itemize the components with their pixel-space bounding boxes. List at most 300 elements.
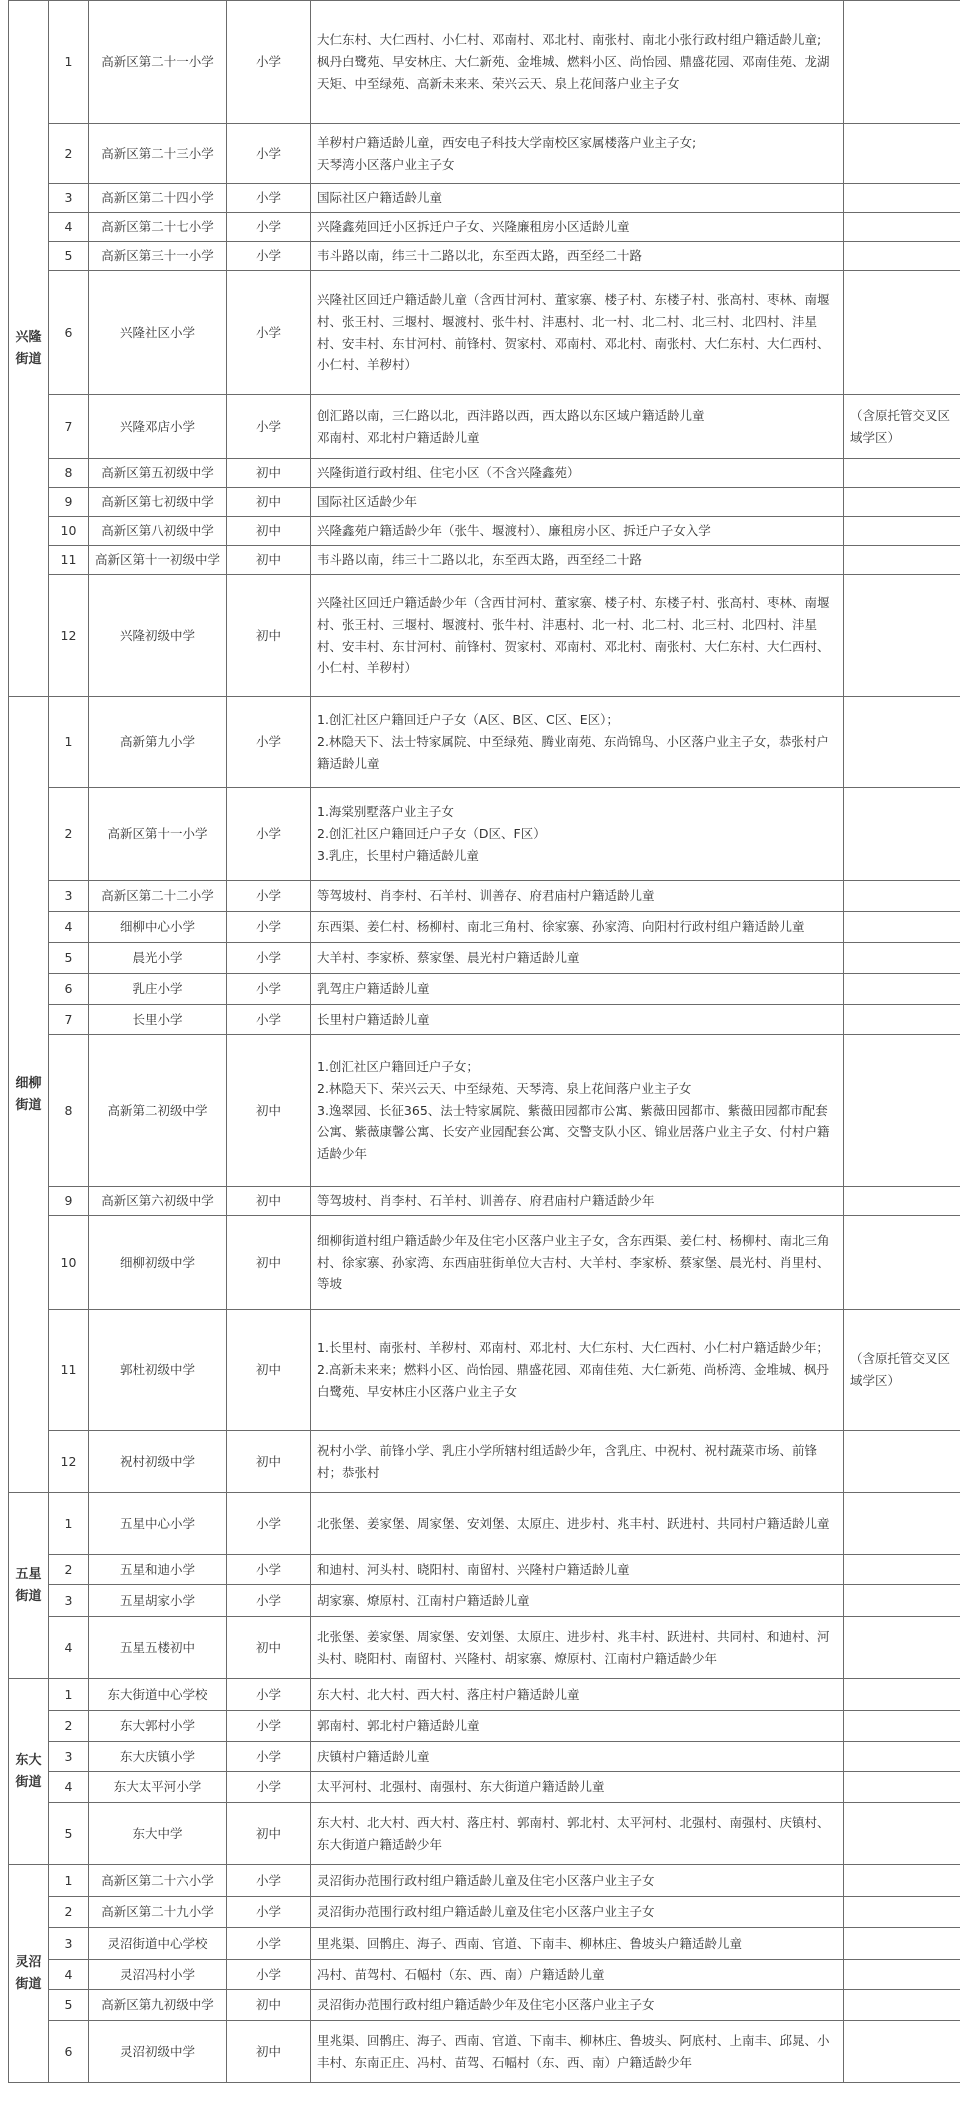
district-description-line: 和迪村、河头村、晓阳村、南留村、兴隆村户籍适龄儿童 xyxy=(317,1561,630,1577)
street-name-cell xyxy=(9,1865,49,2083)
school-name-cell: 高新区第七初级中学 xyxy=(89,488,227,517)
street-name-line: 东大 xyxy=(15,1752,42,1768)
table-row xyxy=(9,1990,960,2021)
remark-cell xyxy=(844,2021,960,2083)
district-description-line: 1.长里村、南张村、羊秽村、邓南村、邓北村、大仁东村、大仁西村、小仁村户籍适龄少年； xyxy=(317,1340,829,1356)
table-row xyxy=(9,1493,960,1555)
row-number-cell: 4 xyxy=(49,1617,89,1679)
school-type-cell: 初中 xyxy=(227,1216,311,1310)
district-description-line: 1.海棠别墅落户业主子女 xyxy=(317,804,454,820)
district-description-line: 里兆渠、回鹘庄、海子、西南、官道、下南丰、柳林庄、鲁坡头、阿底村、上南丰、邱晁、小丰村、东南正庄、冯村、苗驾、石幅村（东、西、南）户籍适龄少年 xyxy=(317,2032,830,2070)
remark-cell xyxy=(844,1,960,124)
row-number-cell: 12 xyxy=(49,575,89,697)
table-row xyxy=(9,1216,960,1310)
district-description-cell xyxy=(311,488,844,517)
remark-cell xyxy=(844,184,960,213)
table-row xyxy=(9,1585,960,1617)
school-type-cell: 初中 xyxy=(227,2021,311,2083)
school-name-cell: 高新区第二十四小学 xyxy=(89,184,227,213)
row-number-cell: 3 xyxy=(49,1585,89,1617)
street-name-line: 街道 xyxy=(15,1097,42,1113)
district-description-line: 长里村户籍适龄儿童 xyxy=(317,1011,430,1027)
remark-cell: （含原托管交叉区域学区） xyxy=(844,1310,960,1431)
row-number-cell: 6 xyxy=(49,271,89,395)
district-description-line: 羊秽村户籍适龄儿童，西安电子科技大学南校区家属楼落户业主子女; xyxy=(317,134,697,150)
row-number-cell: 9 xyxy=(49,488,89,517)
remark-cell xyxy=(844,1803,960,1865)
school-name-cell: 高新区第十一初级中学 xyxy=(89,546,227,575)
remark-cell xyxy=(844,124,960,184)
remark-cell xyxy=(844,1897,960,1928)
table-row xyxy=(9,1005,960,1035)
district-description-cell xyxy=(311,184,844,213)
table-row xyxy=(9,271,960,395)
remark-cell xyxy=(844,974,960,1005)
school-name-cell: 细柳中心小学 xyxy=(89,912,227,943)
school-type-cell: 初中 xyxy=(227,1310,311,1431)
row-number-cell: 2 xyxy=(49,124,89,184)
district-description-line: 兴隆社区回迁户籍适龄少年（含西甘河村、董家寨、楼子村、东楼子村、张高村、枣林、南堰村、张王村、三堰村、堰渡村、张牛村、沣惠村、北一村、北二村、北三村、北四村、沣星村、安丰村、东甘河村、前锋村、贺家村、邓南村、邓北村、南张村、大仁东村、大仁西村、小仁村、羊秽村） xyxy=(317,595,830,676)
school-name-cell: 五星和迪小学 xyxy=(89,1555,227,1585)
remark-cell xyxy=(844,912,960,943)
district-description-line: 等驾坡村、肖李村、石羊村、训善存、府君庙村户籍适龄少年 xyxy=(317,1193,655,1209)
table-row xyxy=(9,881,960,912)
street-name-line: 兴隆 xyxy=(15,329,42,345)
school-name-cell: 长里小学 xyxy=(89,1005,227,1035)
table-row xyxy=(9,1865,960,1897)
district-description-cell xyxy=(311,1711,844,1742)
school-type-cell: 小学 xyxy=(227,1928,311,1960)
row-number-cell: 5 xyxy=(49,1990,89,2021)
remark-cell xyxy=(844,1742,960,1772)
table-row xyxy=(9,213,960,242)
remark-cell xyxy=(844,1431,960,1493)
row-number-cell: 10 xyxy=(49,517,89,546)
school-type-cell: 小学 xyxy=(227,1711,311,1742)
district-description-line: 韦斗路以南，纬三十二路以北，东至西太路，西至经二十路 xyxy=(317,248,643,264)
district-description-line: 枫丹白鹭苑、早安林庄、大仁新苑、金堆城、燃料小区、尚怡园、鼎盛花园、邓南佳苑、龙湖天矩、中至绿苑、高新未来来、荣兴云天、泉上花间落户业主子女 xyxy=(317,54,830,91)
school-type-cell: 初中 xyxy=(227,1035,311,1187)
district-description-line: 乳驾庄户籍适龄儿童 xyxy=(317,981,430,997)
district-description-line: 2.林隐天下、法士特家属院、中至绿苑、腾业南苑、东尚锦鸟、小区落户业主子女，恭张村户籍适龄儿童 xyxy=(317,734,829,771)
district-description-line: 细柳街道村组户籍适龄少年及住宅小区落户业主子女，含东西渠、姜仁村、杨柳村、南北三角村、徐家寨、孙家湾、东西庙驻街单位大吉村、大羊村、李家桥、蔡家堡、晨光村、肖里村、等坡 xyxy=(317,1232,830,1292)
row-number-cell: 7 xyxy=(49,395,89,459)
district-description-cell xyxy=(311,459,844,488)
row-number-cell: 6 xyxy=(49,974,89,1005)
table-row xyxy=(9,1742,960,1772)
district-description-line: 天琴湾小区落户业主子女 xyxy=(317,156,455,172)
admission-district-table xyxy=(8,0,960,2083)
school-type-cell: 初中 xyxy=(227,1187,311,1216)
row-number-cell: 5 xyxy=(49,242,89,271)
district-description-cell xyxy=(311,1742,844,1772)
school-name-cell: 兴隆社区小学 xyxy=(89,271,227,395)
school-type-cell: 初中 xyxy=(227,546,311,575)
district-description-cell xyxy=(311,912,844,943)
remark-cell xyxy=(844,1005,960,1035)
district-description-cell xyxy=(311,395,844,459)
district-description-cell xyxy=(311,213,844,242)
district-description-line: 东西渠、姜仁村、杨柳村、南北三角村、徐家寨、孙家湾、向阳村行政村组户籍适龄儿童 xyxy=(317,919,805,935)
school-type-cell: 初中 xyxy=(227,459,311,488)
school-type-cell: 初中 xyxy=(227,575,311,697)
district-description-cell xyxy=(311,1187,844,1216)
row-number-cell: 6 xyxy=(49,2021,89,2083)
remark-cell xyxy=(844,1865,960,1897)
remark-cell xyxy=(844,488,960,517)
district-description-line: 兴隆社区回迁户籍适龄儿童（含西甘河村、董家寨、楼子村、东楼子村、张高村、枣林、南堰村、张王村、三堰村、堰渡村、张牛村、沣惠村、北一村、北二村、北三村、北四村、沣星村、安丰村、东甘河村、前锋村、贺家村、邓南村、邓北村、南张村、大仁东村、大仁西村、小仁村、羊秽村） xyxy=(317,292,830,373)
table-body xyxy=(9,1,960,2083)
row-number-cell: 3 xyxy=(49,881,89,912)
school-name-cell: 高新区第六初级中学 xyxy=(89,1187,227,1216)
district-description-cell xyxy=(311,1679,844,1711)
school-type-cell: 小学 xyxy=(227,184,311,213)
school-type-cell: 小学 xyxy=(227,124,311,184)
school-name-cell: 五星胡家小学 xyxy=(89,1585,227,1617)
row-number-cell: 9 xyxy=(49,1187,89,1216)
district-description-line: 祝村小学、前锋小学、乳庄小学所辖村组适龄少年，含乳庄、中祝村、祝村蔬菜市场、前锋村；恭张村 xyxy=(317,1442,818,1480)
district-description-cell xyxy=(311,1865,844,1897)
school-type-cell: 小学 xyxy=(227,1,311,124)
table-row xyxy=(9,1897,960,1928)
school-name-cell: 细柳初级中学 xyxy=(89,1216,227,1310)
table-row xyxy=(9,395,960,459)
district-description-cell xyxy=(311,1803,844,1865)
street-name-cell xyxy=(9,697,49,1493)
district-description-line: 太平河村、北强村、南强村、东大街道户籍适龄儿童 xyxy=(317,1779,605,1795)
school-type-cell: 小学 xyxy=(227,1772,311,1803)
street-name-line: 街道 xyxy=(15,351,42,367)
school-type-cell: 小学 xyxy=(227,1555,311,1585)
district-description-line: 韦斗路以南，纬三十二路以北，东至西太路，西至经二十路 xyxy=(317,552,643,568)
district-description-cell xyxy=(311,1,844,124)
row-number-cell: 2 xyxy=(49,1555,89,1585)
table-row xyxy=(9,1187,960,1216)
school-name-cell: 东大郭村小学 xyxy=(89,1711,227,1742)
district-description-line: 东大村、北大村、西大村、落庄村户籍适龄儿童 xyxy=(317,1686,580,1702)
school-name-cell: 高新区第九初级中学 xyxy=(89,1990,227,2021)
school-name-cell: 灵沼街道中心学校 xyxy=(89,1928,227,1960)
remark-cell xyxy=(844,271,960,395)
remark-cell xyxy=(844,546,960,575)
remark-cell xyxy=(844,881,960,912)
district-description-line: 冯村、苗驾村、石幅村（东、西、南）户籍适龄儿童 xyxy=(317,1966,605,1982)
table-row xyxy=(9,1803,960,1865)
district-description-cell xyxy=(311,1310,844,1431)
street-name-line: 五星 xyxy=(15,1566,42,1582)
school-type-cell: 初中 xyxy=(227,1803,311,1865)
school-type-cell: 小学 xyxy=(227,974,311,1005)
district-description-line: 3.逸翠园、长征365、法士特家属院、紫薇田园都市公寓、紫薇田园都市、紫薇田园都市配套公寓、紫薇康馨公寓、长安产业园配套公寓、交警支队小区、锦业居落户业主子女、付村户籍适龄少年 xyxy=(317,1102,830,1162)
remark-cell xyxy=(844,943,960,974)
school-name-cell: 高新区第八初级中学 xyxy=(89,517,227,546)
school-name-cell: 高新区第二十三小学 xyxy=(89,124,227,184)
district-description-cell xyxy=(311,1431,844,1493)
district-description-line: 兴隆鑫苑回迁小区拆迁户子女、兴隆廉租房小区适龄儿童 xyxy=(317,219,630,235)
remark-cell xyxy=(844,1990,960,2021)
table-row xyxy=(9,517,960,546)
school-type-cell: 初中 xyxy=(227,488,311,517)
school-name-cell: 高新区第二十六小学 xyxy=(89,1865,227,1897)
district-description-line: 东大村、北大村、西大村、落庄村、郭南村、郭北村、太平河村、北强村、南强村、庆镇村、东大街道户籍适龄少年 xyxy=(317,1814,830,1852)
row-number-cell: 1 xyxy=(49,1679,89,1711)
school-name-cell: 东大街道中心学校 xyxy=(89,1679,227,1711)
district-description-cell xyxy=(311,788,844,881)
table-row xyxy=(9,943,960,974)
district-description-cell xyxy=(311,974,844,1005)
school-type-cell: 初中 xyxy=(227,517,311,546)
street-name-cell xyxy=(9,1679,49,1865)
district-description-line: 邓南村、邓北村户籍适龄儿童 xyxy=(317,429,480,445)
table-row xyxy=(9,2021,960,2083)
row-number-cell: 5 xyxy=(49,1803,89,1865)
school-type-cell: 小学 xyxy=(227,881,311,912)
row-number-cell: 4 xyxy=(49,1772,89,1803)
district-description-cell xyxy=(311,1772,844,1803)
remark-cell xyxy=(844,459,960,488)
district-description-cell xyxy=(311,1035,844,1187)
school-type-cell: 小学 xyxy=(227,271,311,395)
school-name-cell: 高新区第五初级中学 xyxy=(89,459,227,488)
table-row xyxy=(9,1555,960,1585)
row-number-cell: 3 xyxy=(49,1742,89,1772)
school-name-cell: 祝村初级中学 xyxy=(89,1431,227,1493)
district-description-line: 1.创汇社区户籍回迁户子女（A区、B区、C区、E区）； xyxy=(317,712,619,728)
table-row xyxy=(9,1,960,124)
row-number-cell: 3 xyxy=(49,184,89,213)
table-row xyxy=(9,974,960,1005)
school-name-cell: 郭杜初级中学 xyxy=(89,1310,227,1431)
street-name-line: 灵沼 xyxy=(15,1954,42,1970)
school-name-cell: 高新区第三十一小学 xyxy=(89,242,227,271)
district-description-cell xyxy=(311,271,844,395)
row-number-cell: 1 xyxy=(49,1865,89,1897)
district-description-line: 大仁东村、大仁西村、小仁村、邓南村、邓北村、南张村、南北小张行政村组户籍适龄儿童; xyxy=(317,32,822,48)
row-number-cell: 2 xyxy=(49,788,89,881)
school-name-cell: 东大太平河小学 xyxy=(89,1772,227,1803)
district-description-line: 兴隆鑫苑户籍适龄少年（张牛、堰渡村）、廉租房小区、拆迁户子女入学 xyxy=(317,523,711,539)
district-description-line: 等驾坡村、肖李村、石羊村、训善存、府君庙村户籍适龄儿童 xyxy=(317,888,655,904)
district-description-line: 2.创汇社区户籍回迁户子女（D区、F区） xyxy=(317,826,546,842)
district-description-line: 灵沼街办范围行政村组户籍适龄少年及住宅小区落户业主子女 xyxy=(317,1997,655,2013)
school-name-cell: 高新区第二十七小学 xyxy=(89,213,227,242)
school-name-cell: 高新区第二十二小学 xyxy=(89,881,227,912)
school-type-cell: 小学 xyxy=(227,1585,311,1617)
school-name-cell: 高新区第二十一小学 xyxy=(89,1,227,124)
school-name-cell: 高新区第十一小学 xyxy=(89,788,227,881)
remark-cell xyxy=(844,213,960,242)
remark-cell xyxy=(844,1679,960,1711)
district-description-line: 创汇路以南，三仁路以北，西沣路以西，西太路以东区域户籍适龄儿童 xyxy=(317,407,705,423)
district-description-cell xyxy=(311,2021,844,2083)
district-description-cell xyxy=(311,1216,844,1310)
row-number-cell: 2 xyxy=(49,1897,89,1928)
row-number-cell: 4 xyxy=(49,912,89,943)
table-row xyxy=(9,912,960,943)
table-row xyxy=(9,124,960,184)
remark-cell xyxy=(844,1035,960,1187)
street-name-cell xyxy=(9,1493,49,1679)
district-description-line: 灵沼街办范围行政村组户籍适龄儿童及住宅小区落户业主子女 xyxy=(317,1904,655,1920)
row-number-cell: 7 xyxy=(49,1005,89,1035)
district-description-cell xyxy=(311,1585,844,1617)
district-description-cell xyxy=(311,1617,844,1679)
remark-cell xyxy=(844,1216,960,1310)
street-name-line: 街道 xyxy=(15,1774,42,1790)
district-description-line: 大羊村、李家桥、蔡家堡、晨光村户籍适龄儿童 xyxy=(317,950,580,966)
remark-cell xyxy=(844,1960,960,1990)
table-row xyxy=(9,459,960,488)
remark-cell xyxy=(844,517,960,546)
row-number-cell: 11 xyxy=(49,1310,89,1431)
table-row xyxy=(9,546,960,575)
remark-cell xyxy=(844,1772,960,1803)
district-description-line: 兴隆街道行政村组、住宅小区（不含兴隆鑫苑） xyxy=(317,465,580,481)
table-row xyxy=(9,788,960,881)
school-name-cell: 五星五楼初中 xyxy=(89,1617,227,1679)
district-description-cell xyxy=(311,1960,844,1990)
table-row xyxy=(9,1679,960,1711)
table-row xyxy=(9,488,960,517)
remark-cell xyxy=(844,1187,960,1216)
school-name-cell: 灵沼冯村小学 xyxy=(89,1960,227,1990)
remark-cell xyxy=(844,1585,960,1617)
table-row xyxy=(9,697,960,788)
district-description-cell xyxy=(311,1005,844,1035)
row-number-cell: 11 xyxy=(49,546,89,575)
remark-cell xyxy=(844,788,960,881)
row-number-cell: 2 xyxy=(49,1711,89,1742)
school-type-cell: 小学 xyxy=(227,1960,311,1990)
school-type-cell: 小学 xyxy=(227,1742,311,1772)
school-name-cell: 高新第二初级中学 xyxy=(89,1035,227,1187)
table-row xyxy=(9,1772,960,1803)
school-type-cell: 小学 xyxy=(227,1679,311,1711)
table-row xyxy=(9,1960,960,1990)
district-description-cell xyxy=(311,1990,844,2021)
district-description-line: 北张堡、姜家堡、周家堡、安刘堡、太原庄、进步村、兆丰村、跃进村、共同村、和迪村、河头村、晓阳村、南留村、兴隆村、胡家寨、燎原村、江南村户籍适龄少年 xyxy=(317,1628,830,1666)
row-number-cell: 4 xyxy=(49,1960,89,1990)
school-name-cell: 东大中学 xyxy=(89,1803,227,1865)
district-description-cell xyxy=(311,242,844,271)
district-description-line: 里兆渠、回鹘庄、海子、西南、官道、下南丰、柳林庄、鲁坡头户籍适龄儿童 xyxy=(317,1935,743,1951)
district-description-cell xyxy=(311,517,844,546)
remark-cell xyxy=(844,242,960,271)
school-type-cell: 初中 xyxy=(227,1431,311,1493)
row-number-cell: 8 xyxy=(49,459,89,488)
school-type-cell: 小学 xyxy=(227,1493,311,1555)
remark-cell xyxy=(844,697,960,788)
school-type-cell: 小学 xyxy=(227,788,311,881)
school-name-cell: 五星中心小学 xyxy=(89,1493,227,1555)
district-description-cell xyxy=(311,1928,844,1960)
school-name-cell: 兴隆初级中学 xyxy=(89,575,227,697)
district-description-line: 庆镇村户籍适龄儿童 xyxy=(317,1748,430,1764)
row-number-cell: 1 xyxy=(49,697,89,788)
row-number-cell: 1 xyxy=(49,1,89,124)
school-type-cell: 小学 xyxy=(227,1865,311,1897)
table-row xyxy=(9,1928,960,1960)
district-description-line: 郭南村、郭北村户籍适龄儿童 xyxy=(317,1718,480,1734)
district-description-line: 胡家寨、燎原村、江南村户籍适龄儿童 xyxy=(317,1592,530,1608)
table-row xyxy=(9,575,960,697)
school-name-cell: 灵沼初级中学 xyxy=(89,2021,227,2083)
remark-cell xyxy=(844,1555,960,1585)
school-name-cell: 乳庄小学 xyxy=(89,974,227,1005)
district-description-cell xyxy=(311,575,844,697)
remark-cell xyxy=(844,575,960,697)
table-row xyxy=(9,1035,960,1187)
district-description-cell xyxy=(311,697,844,788)
district-description-line: 灵沼街办范围行政村组户籍适龄儿童及住宅小区落户业主子女 xyxy=(317,1872,655,1888)
admission-district-table-sheet xyxy=(8,0,960,2124)
school-type-cell: 小学 xyxy=(227,1005,311,1035)
district-description-cell xyxy=(311,881,844,912)
school-type-cell: 初中 xyxy=(227,1617,311,1679)
school-name-cell: 东大庆镇小学 xyxy=(89,1742,227,1772)
row-number-cell: 10 xyxy=(49,1216,89,1310)
school-type-cell: 小学 xyxy=(227,1897,311,1928)
row-number-cell: 3 xyxy=(49,1928,89,1960)
school-type-cell: 小学 xyxy=(227,943,311,974)
table-row xyxy=(9,1617,960,1679)
street-name-line: 街道 xyxy=(15,1976,42,1992)
remark-cell xyxy=(844,1617,960,1679)
remark-cell: （含原托管交叉区域学区） xyxy=(844,395,960,459)
school-name-cell: 高新第九小学 xyxy=(89,697,227,788)
row-number-cell: 12 xyxy=(49,1431,89,1493)
district-description-line: 国际社区适龄少年 xyxy=(317,494,418,510)
remark-cell xyxy=(844,1493,960,1555)
district-description-line: 国际社区户籍适龄儿童 xyxy=(317,190,443,206)
table-row xyxy=(9,242,960,271)
remark-cell xyxy=(844,1711,960,1742)
school-name-cell: 晨光小学 xyxy=(89,943,227,974)
district-description-cell xyxy=(311,943,844,974)
school-type-cell: 小学 xyxy=(227,395,311,459)
street-name-line: 街道 xyxy=(15,1588,42,1604)
district-description-cell xyxy=(311,124,844,184)
district-description-line: 3.乳庄，长里村户籍适龄儿童 xyxy=(317,847,479,863)
table-row xyxy=(9,184,960,213)
school-name-cell: 高新区第二十九小学 xyxy=(89,1897,227,1928)
school-type-cell: 初中 xyxy=(227,1990,311,2021)
school-type-cell: 小学 xyxy=(227,213,311,242)
school-type-cell: 小学 xyxy=(227,697,311,788)
row-number-cell: 1 xyxy=(49,1493,89,1555)
district-description-line: 2.林隐天下、荣兴云天、中至绿苑、天琴湾、泉上花间落户业主子女 xyxy=(317,1080,692,1096)
district-description-line: 1.创汇社区户籍回迁户子女； xyxy=(317,1059,479,1075)
row-number-cell: 4 xyxy=(49,213,89,242)
row-number-cell: 5 xyxy=(49,943,89,974)
table-row xyxy=(9,1711,960,1742)
district-description-line: 北张堡、姜家堡、周家堡、安刘堡、太原庄、进步村、兆丰村、跃进村、共同村户籍适龄儿童 xyxy=(317,1515,830,1531)
row-number-cell: 8 xyxy=(49,1035,89,1187)
remark-cell xyxy=(844,1928,960,1960)
district-description-cell xyxy=(311,546,844,575)
school-type-cell: 小学 xyxy=(227,242,311,271)
district-description-cell xyxy=(311,1555,844,1585)
school-name-cell: 兴隆邓店小学 xyxy=(89,395,227,459)
table-row xyxy=(9,1310,960,1431)
table-row xyxy=(9,1431,960,1493)
street-name-line: 细柳 xyxy=(15,1075,42,1091)
district-description-cell xyxy=(311,1493,844,1555)
district-description-cell xyxy=(311,1897,844,1928)
district-description-line: 2.高新未来来；燃料小区、尚怡园、鼎盛花园、邓南佳苑、大仁新苑、尚桥湾、金堆城、枫丹白鹭苑、早安林庄小区落户业主子女 xyxy=(317,1362,829,1399)
school-type-cell: 小学 xyxy=(227,912,311,943)
street-name-cell xyxy=(9,1,49,697)
